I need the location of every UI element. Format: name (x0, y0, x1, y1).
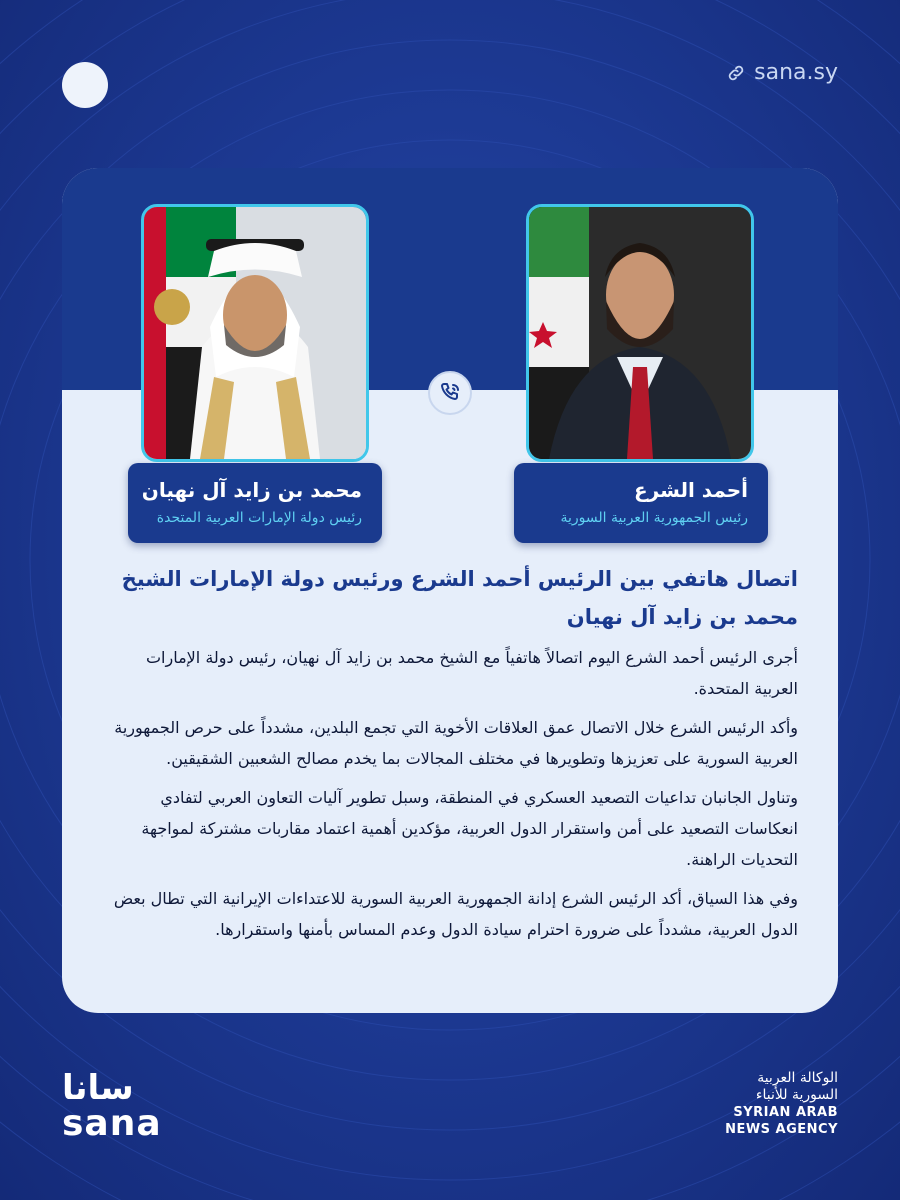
site-url-text: sana.sy (754, 60, 838, 85)
syrian-president-title: رئيس الجمهورية العربية السورية (560, 510, 748, 526)
phone-call-badge (428, 371, 472, 415)
sana-logo-latin: sana (62, 1103, 162, 1144)
uae-president-title: رئيس دولة الإمارات العربية المتحدة (156, 510, 362, 526)
uae-president-name: محمد بن زايد آل نهيان (141, 478, 362, 502)
news-card (62, 168, 838, 1013)
paragraph: وأكد الرئيس الشرع خلال الاتصال عمق العلاقات الأخوية التي تجمع البلدين، مشدداً على حرص الجمهورية العربية السورية على تعزيزها وتطويرها في مختلف المجالات بما يخدم مصالح الشعبين الشقيقين. (114, 718, 798, 768)
link-icon (726, 63, 746, 83)
paragraph: أجرى الرئيس أحمد الشرع اليوم اتصالاً هاتفياً مع الشيخ محمد بن زايد آل نهيان، رئيس دولة الإمارات العربية المتحدة. (145, 648, 798, 698)
site-url[interactable] (726, 60, 838, 85)
agency-name-ar-2: السورية للأنباء (755, 1087, 838, 1103)
phone-call-icon (438, 381, 462, 405)
agency-name-en-2: NEWS AGENCY (725, 1122, 838, 1137)
agency-name (725, 1070, 838, 1138)
headline: اتصال هاتفي بين الرئيس أحمد الشرع ورئيس دولة الإمارات الشيخ محمد بن زايد آل نهيان (121, 567, 798, 629)
sana-logo-arabic: سانا (62, 1068, 134, 1108)
uae-president-caption (128, 463, 382, 543)
agency-name-en-1: SYRIAN ARAB (733, 1105, 838, 1120)
decorative-dot (62, 62, 108, 108)
portrait-uae-president (141, 204, 369, 462)
paragraph: وفي هذا السياق، أكد الرئيس الشرع إدانة الجمهورية العربية السورية للاعتداءات الإيرانية التي تطال بعض الدول العربية، مشدداً على ضرورة احترام سيادة الدول وعدم المساس بأمنها واستقرارها. (113, 889, 798, 939)
agency-name-ar-1: الوكالة العربية (757, 1070, 838, 1086)
portrait-syrian-president (526, 204, 754, 462)
paragraph: وتناول الجانبان تداعيات التصعيد العسكري في المنطقة، وسبل تطوير آليات التعاون العربي لتفادي انعكاسات التصعيد على أمن واستقرار الدول العربية، مؤكدين أهمية اعتماد مقاربات مشتركة لمواجهة التحديات الراهنة. (141, 788, 798, 869)
article-body (102, 642, 798, 953)
syrian-president-name: أحمد الشرع (633, 478, 748, 502)
sana-logo (62, 1070, 192, 1142)
syrian-president-caption (514, 463, 768, 543)
